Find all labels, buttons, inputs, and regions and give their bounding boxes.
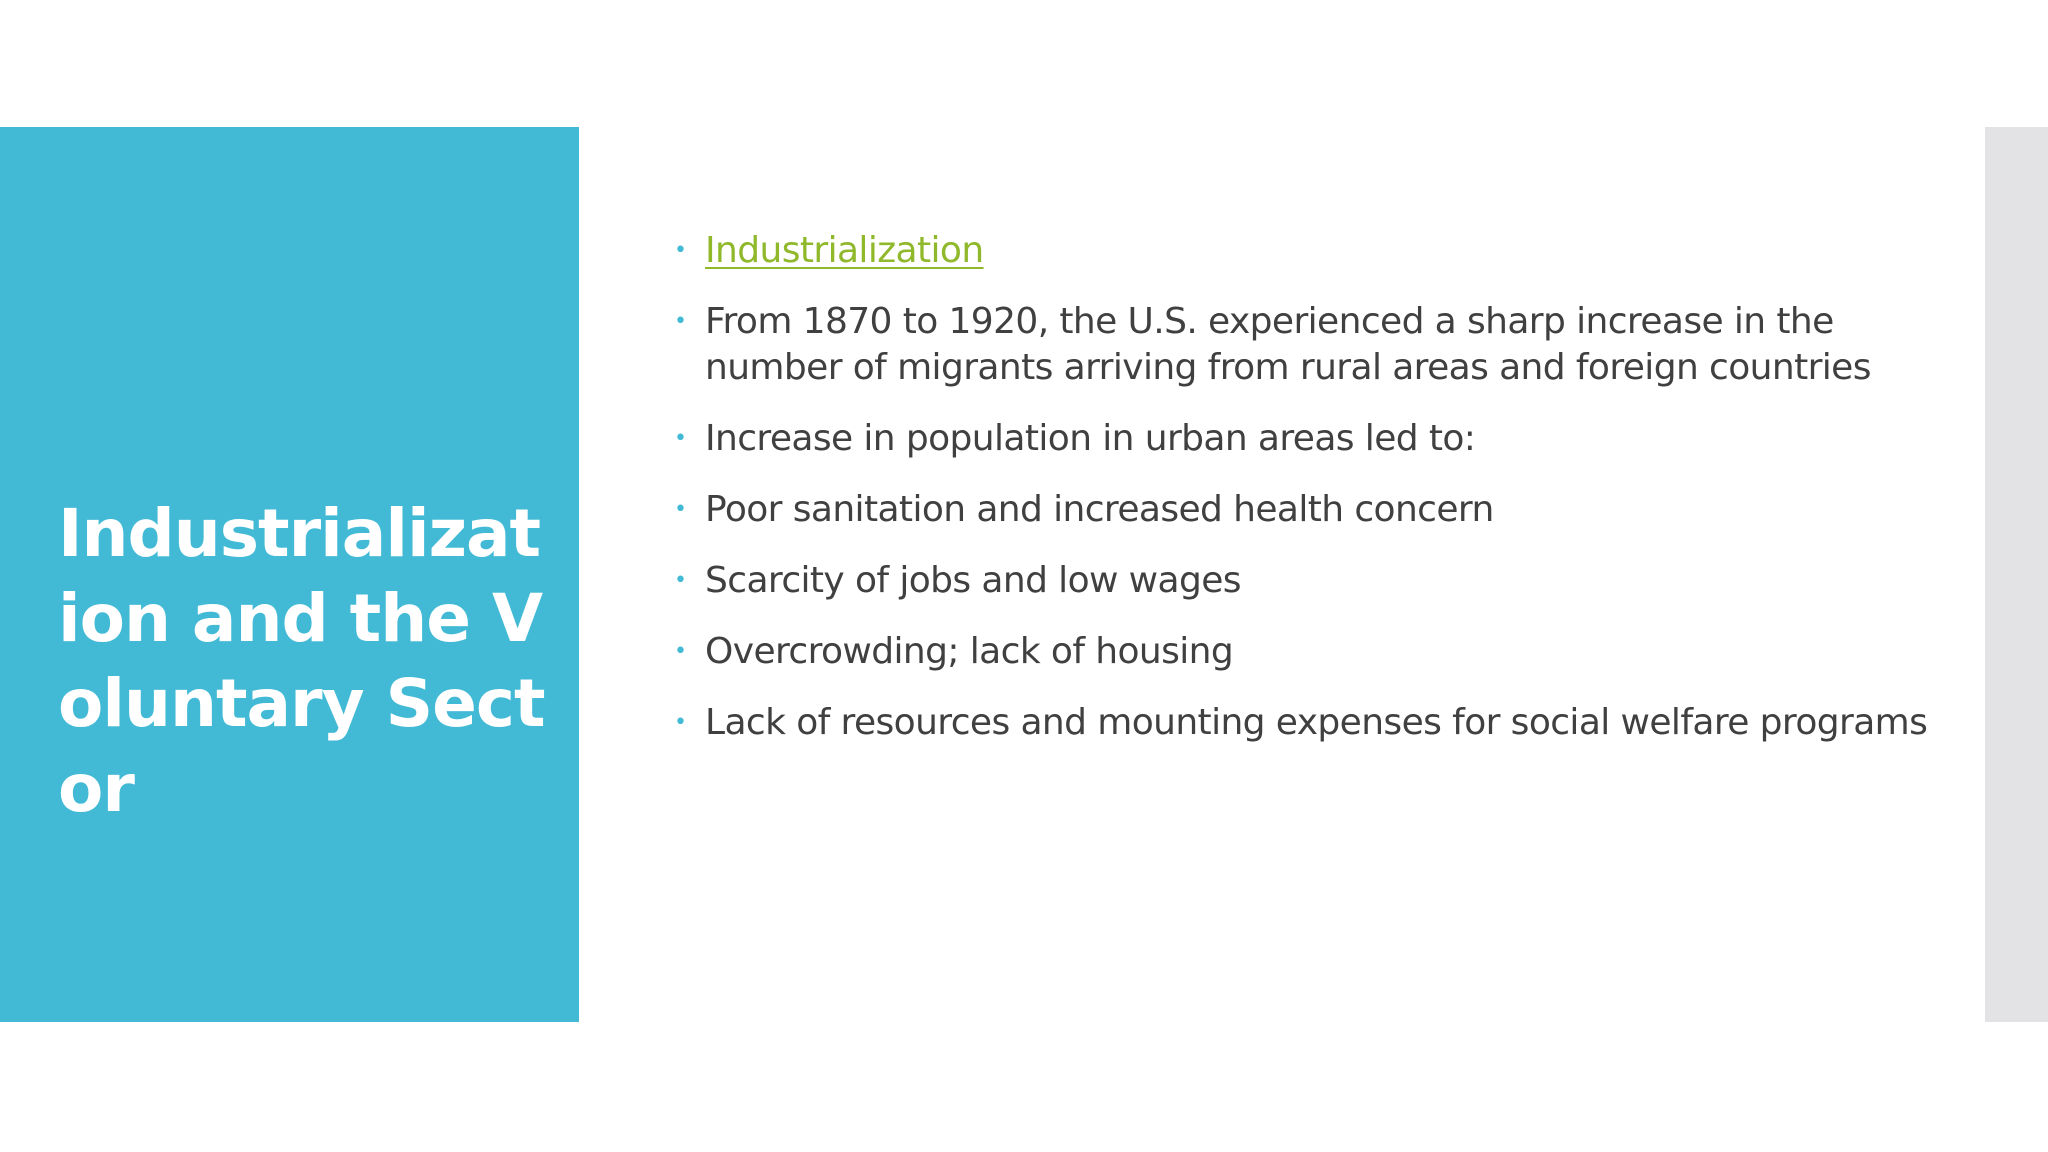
bullet-item-resources <box>672 700 1972 746</box>
bullet-dot-icon: • <box>674 710 687 735</box>
bullet-dot-icon: • <box>674 238 687 263</box>
bullet-text: Poor sanitation and increased health concern <box>705 489 1494 530</box>
bullet-item-jobs <box>672 558 1972 604</box>
bullet-list <box>672 228 1972 771</box>
bullet-dot-icon: • <box>674 426 687 451</box>
bullet-text: From 1870 to 1920, the U.S. experienced a sharp increase in the number of migrants arriving from rural areas and foreign countries <box>705 301 1871 388</box>
bullet-item-housing <box>672 629 1972 675</box>
bullet-text: Overcrowding; lack of housing <box>705 631 1234 672</box>
right-side-strip <box>1985 127 2048 1022</box>
bullet-item-urban-population <box>672 416 1972 462</box>
bullet-text: Scarcity of jobs and low wages <box>705 560 1241 601</box>
bullet-item-migrants <box>672 299 1972 391</box>
bullet-dot-icon: • <box>674 309 687 334</box>
bullet-dot-icon: • <box>674 497 687 522</box>
title-panel <box>0 127 579 1022</box>
bullet-dot-icon: • <box>674 568 687 593</box>
bullet-item-industrialization <box>672 228 1972 274</box>
bullet-item-sanitation <box>672 487 1972 533</box>
bullet-dot-icon: • <box>674 639 687 664</box>
slide-title: Industrialization and the Voluntary Sector <box>58 495 545 827</box>
bullet-text: Increase in population in urban areas led to: <box>705 418 1476 459</box>
bullet-text: Lack of resources and mounting expenses for social welfare programs <box>705 702 1928 743</box>
industrialization-link[interactable]: Industrialization <box>705 230 984 271</box>
